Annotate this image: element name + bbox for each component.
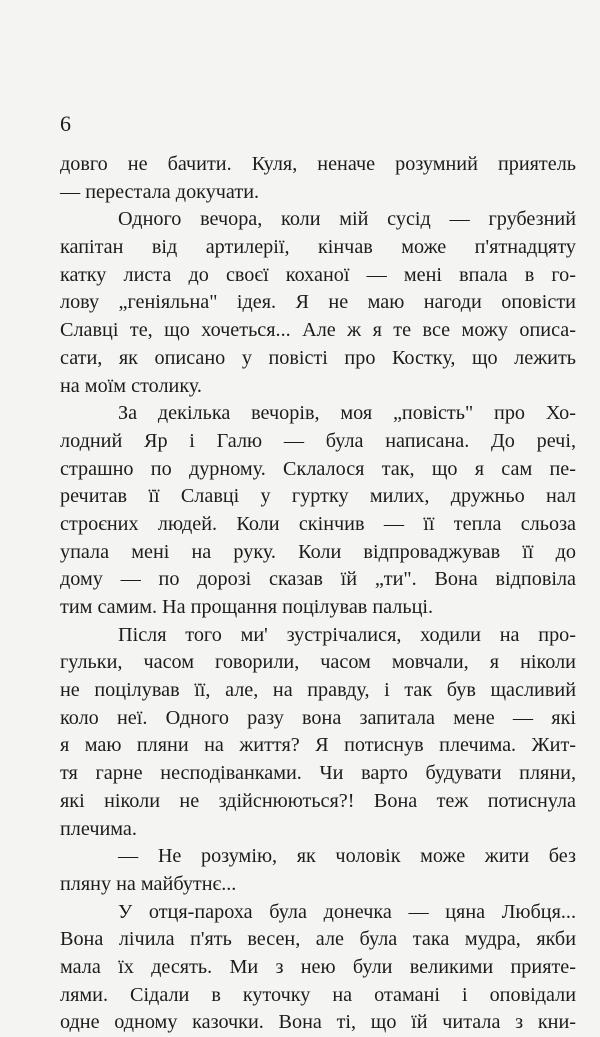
text-line: лову „геніяльна" ідея. Я не маю нагоди оповісти — [60, 291, 576, 314]
text-line: упала мені на руку. Коли відпроваджував її до — [60, 540, 576, 563]
text-line: коло неї. Одного разу вона запитала мене — які — [60, 706, 576, 729]
body-text — [60, 151, 576, 1037]
text-line: мала їх десять. Ми з нею були великими прияте- — [60, 955, 576, 978]
text-line: плечима. — [60, 817, 137, 840]
text-line: катку листа до своєї коханої — мені впала в го- — [60, 263, 576, 286]
text-line: пляну на майбутнє... — [60, 872, 237, 895]
text-line: сати, як описано у повісті про Костку, що лежить — [60, 346, 576, 369]
page-number: 6 — [60, 111, 71, 136]
text-line: лодний Яр і Галю — була написана. До речі, — [60, 429, 576, 452]
text-line: За декілька вечорів, моя „повість" про Хо- — [118, 402, 576, 425]
text-line: — Не розумію, як чоловік може жити без — [118, 845, 576, 868]
text-line: я маю пляни на життя? Я потиснув плечима. Жит- — [60, 734, 576, 757]
text-line: речитав її Славці у гуртку милих, дружньо нал — [60, 485, 576, 508]
text-line: Одного вечора, коли мій сусід — грубезний — [118, 208, 576, 231]
text-line: дому — по дорозі сказав їй „ти". Вона відповіла — [60, 568, 576, 591]
text-line: довго не бачити. Куля, неначе розумний приятель — [60, 153, 576, 175]
text-line: тим самим. На прощання поцілував пальці. — [60, 596, 434, 618]
text-line: капітан від артилерії, кінчав може п'ятнадцяту — [60, 236, 576, 259]
text-line: не поцілував її, але, на правду, і так був щасливий — [60, 679, 576, 702]
text-line: Вона лічила п'ять весен, але була така мудра, якби — [60, 928, 576, 951]
text-line: які ніколи не здійснюються?! Вона теж потиснула — [60, 789, 576, 812]
text-line: лями. Сідали в куточку на отамані і оповідали — [60, 983, 576, 1006]
text-line: страшно по дурному. Склалося так, що я сам пе- — [60, 457, 576, 480]
text-line: У отця-пароха була донечка — цяна Любця... — [118, 900, 576, 923]
text-line: Після того ми' зустрічалися, ходили на про- — [118, 623, 576, 646]
text-line: строєних людей. Коли скінчив — її тепла сльоза — [60, 512, 576, 535]
text-line: тя гарне несподіванками. Чи варто будувати пляни, — [60, 762, 576, 785]
text-line: на моїм столику. — [60, 374, 202, 397]
text-line: одне одному казочки. Вона ті, що їй читала з кни- — [60, 1011, 576, 1034]
text-line: — перестала докучати. — [60, 180, 260, 203]
text-line: гульки, часом говорили, часом мовчали, я ніколи — [60, 651, 576, 674]
text-line: Славці те, що хочеться... Але ж я те все можу описа- — [60, 319, 576, 342]
